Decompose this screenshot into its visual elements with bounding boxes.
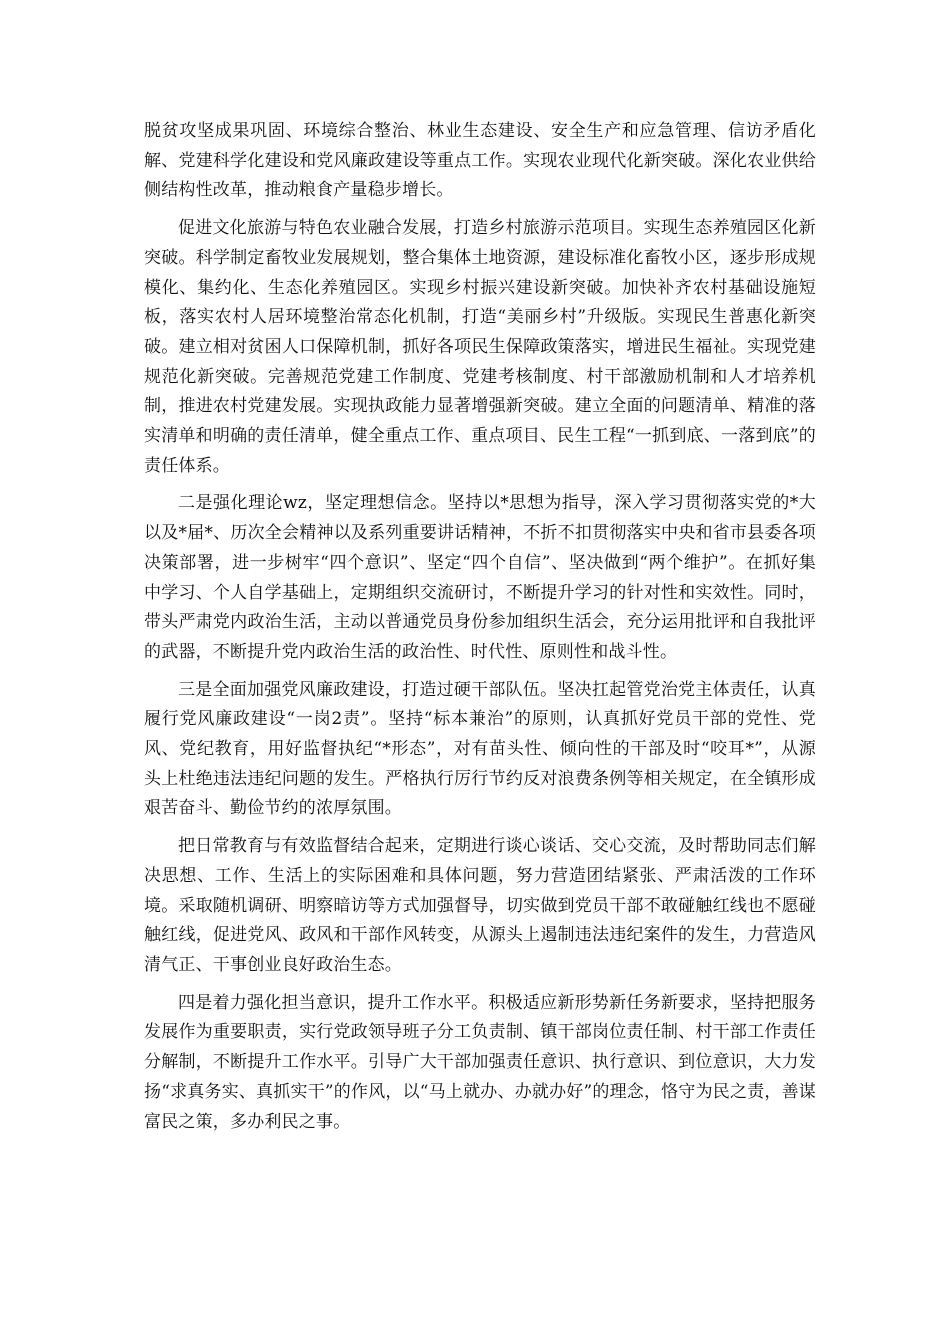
paragraph-supervision: 把日常教育与有效监督结合起来，定期进行谈心谈话、交心交流，及时帮助同志们解决思想、工作、生活上的实际困难和具体问题，努力营造团结紧张、严肃活泼的工作环境。采取随机调研、明察暗访等方式加强督导，切实做到党员干部不敢碰触红线也不愿碰触红线，促进党风、政风和干部作风转变，从源头上遏制违法违纪案件的发生，力营造风清气正、干事创业良好政治生态。	[144, 836, 816, 975]
paragraph-theory-study: 二是强化理论wz，坚定理想信念。坚持以*思想为指导，深入学习贯彻落实党的*大以及*届*、历次全会精神以及系列重要讲话精神，不折不扣贯彻落实中央和省市县委各项决策部署，进一步树牢“四个意识”、坚定“四个自信”、坚决做到“两个维护”。在抓好集中学习、个人自学基础上，定期组织交流研讨，不断提升学习的针对性和实效性。同时，带头严肃党内政治生活，主动以普通党员身份参加组织生活会，充分运用批评和自我批评的武器，不断提升党内政治生活的政治性、时代性、原则性和战斗性。	[144, 493, 816, 662]
paragraph-culture-tourism: 促进文化旅游与特色农业融合发展，打造乡村旅游示范项目。实现生态养殖园区化新突破。科学制定畜牧业发展规划，整合集体土地资源，建设标准化畜牧小区，逐步形成规模化、集约化、生态化养殖园区。实现乡村振兴建设新突破。加快补齐农村基础设施短板，落实农村人居环境整治常态化机制，打造“美丽乡村”升级版。实现民生普惠化新突破。建立相对贫困人口保障机制，抓好各项民生保障政策落实，增进民生福祉。实现党建规范化新突破。完善规范党建工作制度、党建考核制度、村干部激励机制和人才培养机制，推进农村党建发展。实现执政能力显著增强新突破。建立全面的问题清单、精准的落实清单和明确的责任清单，健全重点工作、重点项目、民生工程“一抓到底、一落到底”的责任体系。	[144, 218, 816, 476]
paragraph-continuation: 脱贫攻坚成果巩固、环境综合整治、林业生态建设、安全生产和应急管理、信访矛盾化解、党建科学化建设和党风廉政建设等重点工作。实现农业现代化新突破。深化农业供给侧结构性改革，推动粮食产量稳步增长。	[144, 121, 816, 201]
document-body	[144, 117, 816, 1145]
paragraph-party-conduct: 三是全面加强党风廉政建设，打造过硬干部队伍。坚决扛起管党治党主体责任，认真履行党风廉政建设“一岗2责”。坚持“标本兼治”的原则，认真抓好党员干部的党性、党风、党纪教育，用好监督执纪“*形态”，对有苗头性、倾向性的干部及时“咬耳*”，从源头上杜绝违法违纪问题的发生。严格执行厉行节约反对浪费条例等相关规定，在全镇形成艰苦奋斗、勤俭节约的浓厚氛围。	[144, 679, 816, 819]
paragraph-responsibility: 四是着力强化担当意识，提升工作水平。积极适应新形势新任务新要求，坚持把服务发展作为重要职责，实行党政领导班子分工负责制、镇干部岗位责任制、村干部工作责任分解制，不断提升工作水平。引导广大干部加强责任意识、执行意识、到位意识，大力发扬“求真务实、真抓实干”的作风，以“马上就办、办就办好”的理念，恪守为民之责，善谋富民之策，多办利民之事。	[144, 992, 816, 1132]
